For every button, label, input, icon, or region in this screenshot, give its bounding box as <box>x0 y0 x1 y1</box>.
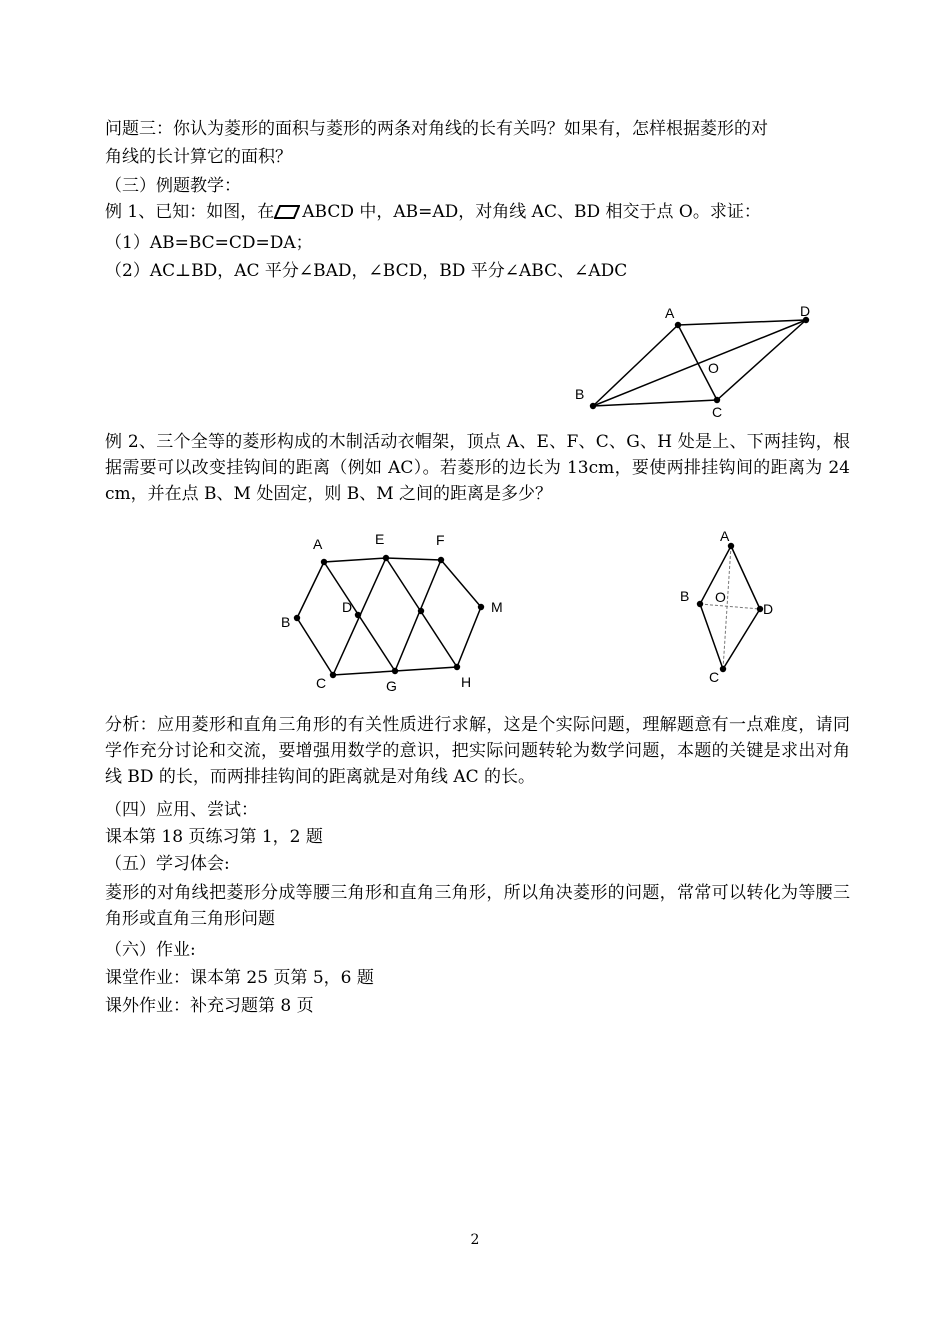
figure-parallelogram-abcd <box>560 300 820 425</box>
parallelogram-symbol-icon <box>274 205 300 219</box>
homework-outside: 课外作业：补充习题第 8 页 <box>105 996 314 1016</box>
fig3-label-d: D <box>763 601 774 617</box>
example-1-prefix: 例 1、已知：如图，在 <box>105 202 275 222</box>
example-1-statement <box>105 201 761 223</box>
section-5-heading: （五）学习体会: <box>105 854 230 874</box>
fig1-label-d: D <box>800 303 811 319</box>
fig2-label-d: D <box>342 599 353 615</box>
homework-classroom: 课堂作业：课本第 25 页第 5，6 题 <box>105 968 374 988</box>
fig2-label-h: H <box>461 674 472 690</box>
fig3-label-o: O <box>715 589 726 605</box>
fig2-label-m: M <box>491 599 503 615</box>
question-3-line-2: 角线的长计算它的面积？ <box>105 147 292 167</box>
fig1-label-c: C <box>712 404 723 420</box>
fig2-label-e: E <box>375 531 385 547</box>
section-4-heading: （四）应用、尝试： <box>105 800 258 820</box>
fig2-label-g: G <box>386 678 397 694</box>
question-3-line-1: 问题三：你认为菱形的面积与菱形的两条对角线的长有关吗？如果有，怎样根据菱形的对 <box>105 119 768 139</box>
example-2-text: 例 2、三个全等的菱形构成的木制活动衣帽架，顶点 A、E、F、C、G、H 处是上、下两挂钩，根据需要可以改变挂钩间的距离（例如 AC）。若菱形的边长为 13cm，要使两排挂钩间的距离为 24 cm，并在点 B、M 处固定，则 B、M 之间的距离是多少？ <box>105 432 850 504</box>
section-4-body: 课本第 18 页练习第 1，2 题 <box>105 827 323 847</box>
fig1-label-o: O <box>708 360 719 376</box>
section-3-heading: （三）例题教学： <box>105 176 241 196</box>
fig1-label-b: B <box>575 386 585 402</box>
fig2-label-a: A <box>313 536 323 552</box>
example-1-suffix: ABCD 中，AB=AD，对角线 AC、BD 相交于点 O。求证： <box>302 202 761 222</box>
figure-coat-rack <box>275 525 515 700</box>
fig1-label-a: A <box>665 305 675 321</box>
fig2-label-b: B <box>281 614 291 630</box>
fig3-label-a: A <box>720 528 730 544</box>
section-6-heading: （六）作业: <box>105 940 196 960</box>
fig3-label-c: C <box>709 669 720 685</box>
figure-rhombus-abcd <box>670 522 780 687</box>
page-number: 2 <box>470 1232 480 1248</box>
fig3-label-b: B <box>680 588 690 604</box>
example-1-part-2: （2）AC⊥BD，AC 平分∠BAD，∠BCD，BD 平分∠ABC、∠ADC <box>105 261 628 281</box>
fig2-label-c: C <box>316 675 327 691</box>
section-5-body: 菱形的对角线把菱形分成等腰三角形和直角三角形，所以角决菱形的问题，常常可以转化为等腰三角形或直角三角形问题 <box>105 883 850 929</box>
example-1-part-1: （1）AB=BC=CD=DA； <box>105 233 313 253</box>
fig2-label-f: F <box>436 532 445 548</box>
analysis-text: 分析：应用菱形和直角三角形的有关性质进行求解，这是个实际问题，理解题意有一点难度，请同学作充分讨论和交流，要增强用数学的意识，把实际问题转轮为数学问题，本题的关键是求出对角线 BD 的长，而两排挂钩间的距离就是对角线 AC 的长。 <box>105 715 850 787</box>
